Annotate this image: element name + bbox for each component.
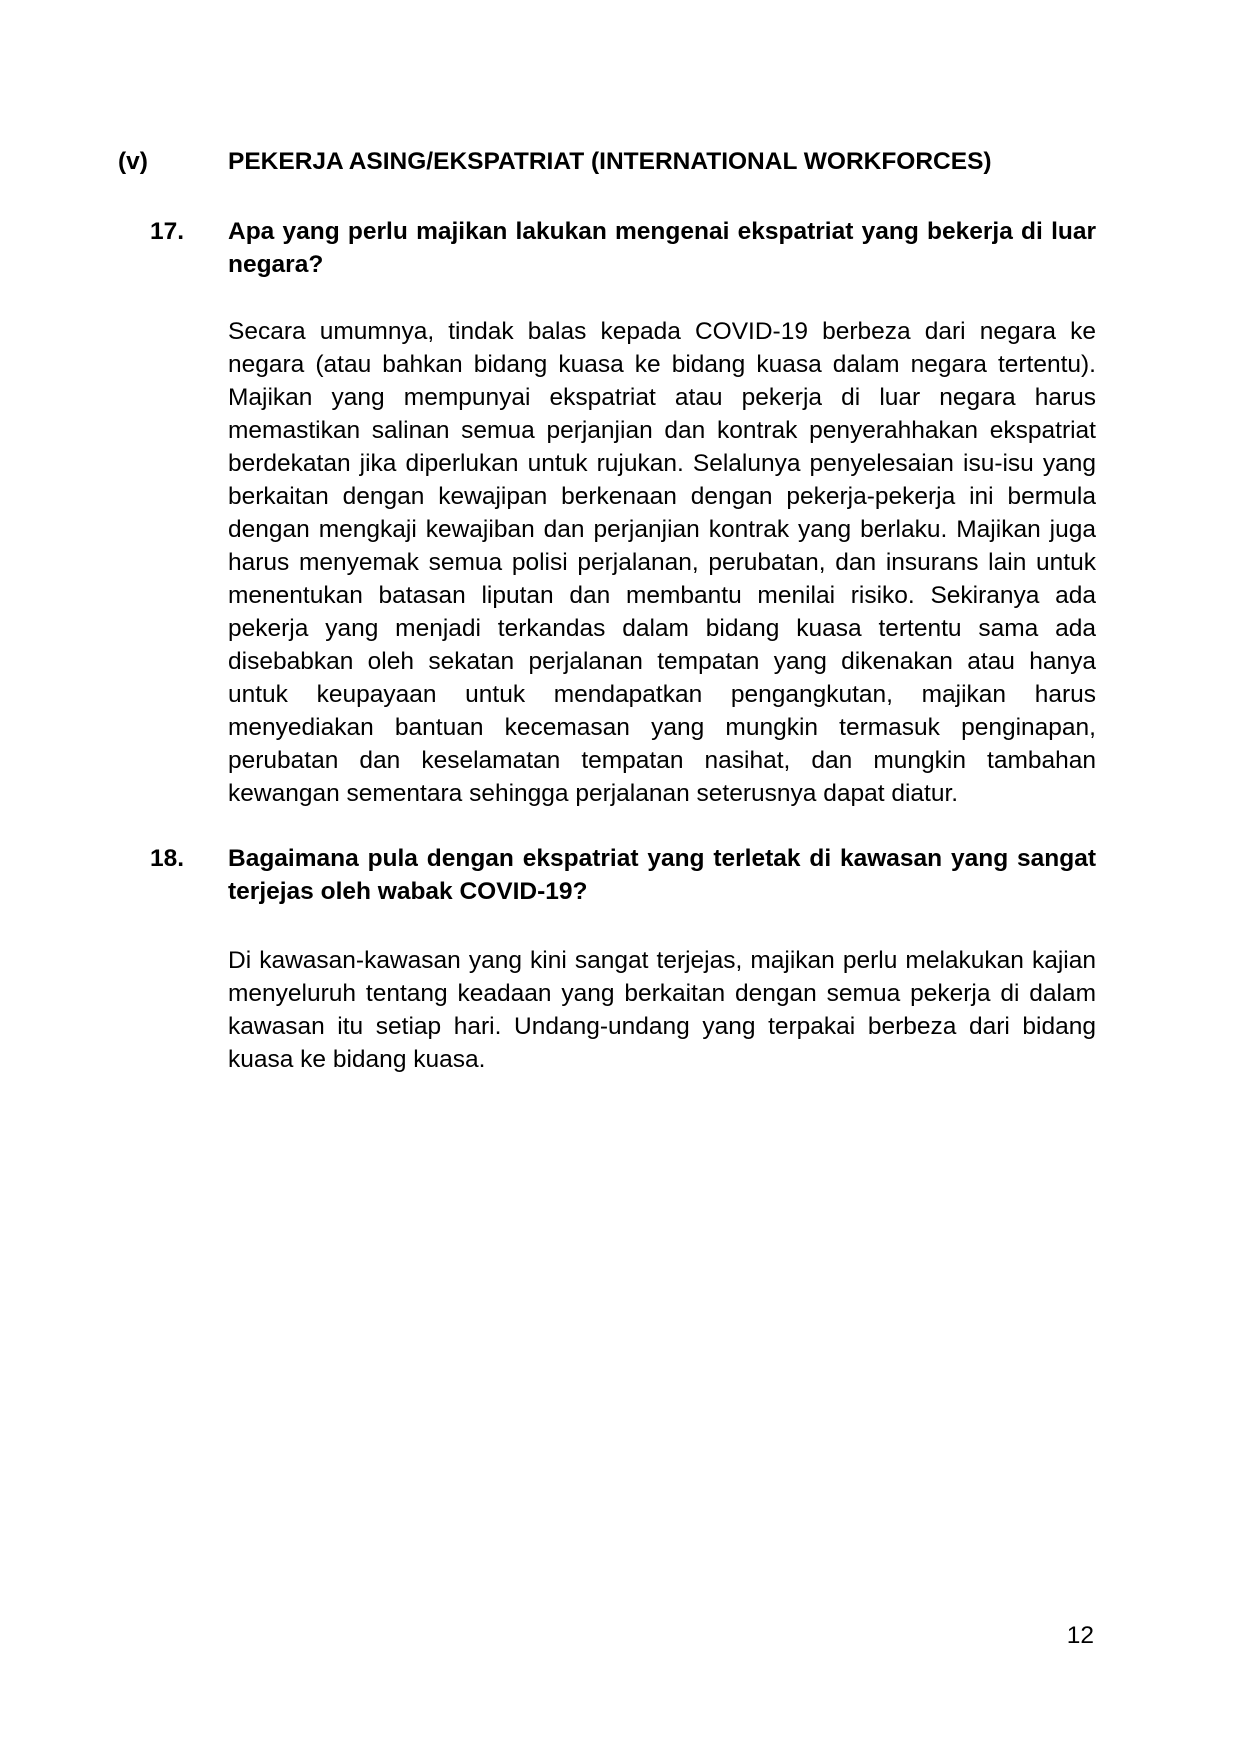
question-18-number: 18. bbox=[150, 845, 185, 872]
question-18-text: Bagaimana pula dengan ekspatriat yang terletak di kawasan yang sangat terjejas oleh wabak COVID-19? bbox=[228, 845, 1096, 905]
page-number: 12 bbox=[1066, 1622, 1094, 1649]
qa-item-17 bbox=[0, 215, 1239, 810]
qa-item-18 bbox=[0, 842, 1239, 1076]
section-label: (v) bbox=[118, 148, 148, 175]
section-heading-row bbox=[0, 145, 1239, 178]
question-17-text: Apa yang perlu majikan lakukan mengenai ekspatriat yang bekerja di luar negara? bbox=[228, 218, 1096, 278]
answer-18-text: Di kawasan-kawasan yang kini sangat terjejas, majikan perlu melakukan kajian menyeluruh tentang keadaan yang berkaitan dengan semua pekerja di dalam kawasan itu setiap hari. Undang-undang yang terpakai berbeza dari bidang kuasa ke bidang kuasa. bbox=[228, 947, 1096, 1073]
question-17-heading bbox=[0, 215, 1239, 281]
question-17-number: 17. bbox=[150, 218, 185, 245]
section-title: PEKERJA ASING/EKSPATRIAT (INTERNATIONAL WORKFORCES) bbox=[228, 148, 992, 175]
answer-17-text: Secara umumnya, tindak balas kepada COVID-19 berbeza dari negara ke negara (atau bahkan bidang kuasa ke bidang kuasa dalam negara tertentu). Majikan yang mempunyai ekspatriat atau pekerja di luar negara harus memastikan salinan semua perjanjian dan kontrak penyerahhakan ekspatriat berdekatan jika diperlukan untuk rujukan. Selalunya penyelesaian isu-isu yang berkaitan dengan kewajipan berkenaan dengan pekerja-pekerja ini bermula dengan mengkaji kewajiban dan perjanjian kontrak yang berlaku. Majikan juga harus menyemak semua polisi perjalanan, perubatan, dan insurans lain untuk menentukan batasan liputan dan membantu menilai risiko. Sekiranya ada pekerja yang menjadi terkandas dalam bidang kuasa tertentu sama ada disebabkan oleh sekatan perjalanan tempatan yang dikenakan atau hanya untuk keupayaan untuk mendapatkan pengangkutan, majikan harus menyediakan bantuan kecemasan yang mungkin termasuk penginapan, perubatan dan keselamatan tempatan nasihat, dan mungkin tambahan kewangan sementara sehingga perjalanan seterusnya dapat diatur. bbox=[228, 318, 1096, 807]
question-18-heading bbox=[0, 842, 1239, 908]
